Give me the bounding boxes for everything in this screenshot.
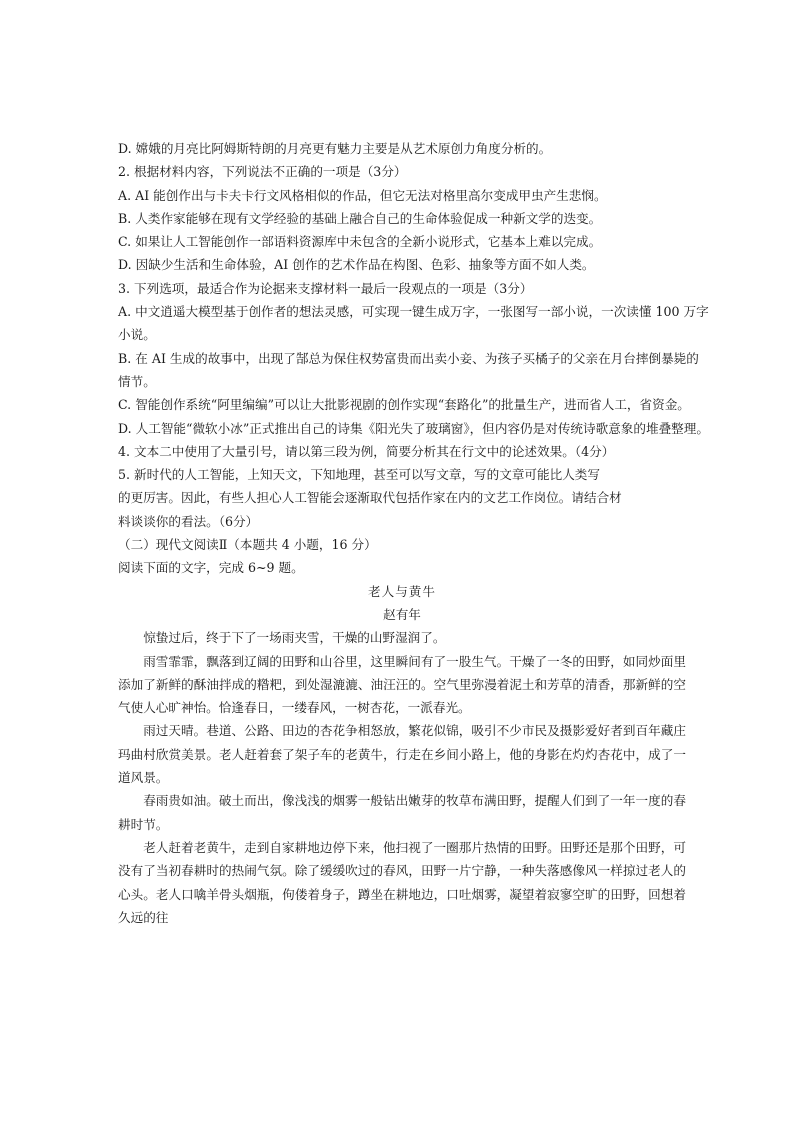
- section-instruction: 阅读下面的文字，完成 6~9 题。: [118, 560, 304, 576]
- q3-option-b-line1: B. 在 AI 生成的故事中，出现了郜总为保住权势富贵而出卖小妾、为孩子买橘子的父亲在月台摔倒暴毙的: [118, 350, 699, 366]
- section-heading: （二）现代文阅读Ⅱ（本题共 4 小题，16 分）: [118, 537, 377, 553]
- story-title: 老人与黄牛: [368, 583, 436, 599]
- story-paragraph: 雨雪霏霏，飘落到辽阔的田野和山谷里，这里瞬间有了一股生气。干燥了一冬的田野，如同炒面里添加了新鲜的酥油拌成的糌粑，到处湿漉漉、油汪汪的。空气里弥漫着泥土和芳草的清香，那新鲜的空气使人心旷神怡。恰逢春日，一缕春风，一树杏花，一派春光。: [118, 653, 686, 716]
- q5-stem-line2: 的更厉害。因此，有些人担心人工智能会逐渐取代包括作家在内的文艺工作岗位。请结合材: [118, 490, 622, 506]
- q5-stem-line1: 5. 新时代的人工智能，上知天文，下知地理，甚至可以写文章，写的文章可能比人类写: [118, 467, 600, 483]
- q2-option-a: A. AI 能创作出与卡夫卡行文风格相似的作品，但它无法对格里高尔变成甲虫产生悲悯。: [118, 187, 607, 203]
- story-paragraph: 老人赶着老黄牛，走到自家耕地边停下来，他扫视了一圈那片热情的田野。田野还是那个田野，可没有了当初春耕时的热闹气氛。除了缓缓吹过的春风，田野一片宁静，一种失落感像风一样掠过老人的心头。老人口噙羊骨头烟瓶，佝偻着身子，蹲坐在耕地边，口吐烟雾，凝望着寂寥空旷的田野，回想着久远的往: [118, 839, 686, 925]
- q2-option-b: B. 人类作家能够在现有文学经验的基础上融合自己的生命体验促成一种新文学的迭变。: [118, 210, 602, 226]
- q3-option-b-line2: 情节。: [118, 373, 156, 389]
- q2-stem: 2. 根据材料内容，下列说法不正确的一项是（3分）: [118, 164, 407, 180]
- q3-option-a-line1: A. 中文逍遥大模型基于创作者的想法灵感，可实现一键生成万字，一张图写一部小说，一次读懂 100 万字: [118, 304, 709, 320]
- q4-stem: 4. 文本二中使用了大量引号，请以第三段为例，简要分析其在行文中的论述效果。（4分）: [118, 443, 615, 459]
- q3-option-d: D. 人工智能“微软小冰”正式推出自己的诗集《阳光失了玻璃窗》，但内容仍是对传统诗歌意象的堆叠整理。: [118, 420, 709, 436]
- story-paragraph: 春雨贵如油。破土而出，像浅浅的烟雾一般钻出嫩芽的牧草布满田野，提醒人们到了一年一度的春耕时节。: [118, 793, 686, 832]
- q3-option-c: C. 智能创作系统“阿里编编”可以让大批影视剧的创作实现“套路化”的批量生产，进而省人工，省资金。: [118, 397, 690, 413]
- q1-option-d: D. 嫦娥的月亮比阿姆斯特朗的月亮更有魅力主要是从艺术原创力角度分析的。: [118, 141, 552, 156]
- exam-page: [118, 137, 709, 929]
- story-author: 赵有年: [383, 606, 421, 622]
- q2-option-c: C. 如果让人工智能创作一部语料资源库中未包含的全新小说形式，它基本上难以完成。: [118, 234, 602, 250]
- story-paragraph: 惊蛰过后，终于下了一场雨夹雪，干燥的山野湿润了。: [143, 630, 446, 646]
- q3-stem: 3. 下列选项，最适合作为论据来支撑材料一最后一段观点的一项是（3分）: [118, 280, 533, 296]
- q5-stem-line3: 料谈谈你的看法。（6分）: [118, 513, 259, 529]
- story-paragraph: 雨过天晴。巷道、公路、田边的杏花争相怒放，繁花似锦，吸引不少市民及摄影爱好者到百年藏庄玛曲村欣赏美景。老人赶着套了架子车的老黄牛，行走在乡间小路上，他的身影在灼灼杏花中，成了一道风景。: [118, 723, 686, 786]
- q3-option-a-line2: 小说。: [118, 327, 156, 343]
- q2-option-d: D. 因缺少生活和生命体验，AI 创作的艺术作品在构图、色彩、抽象等方面不如人类。: [118, 257, 595, 273]
